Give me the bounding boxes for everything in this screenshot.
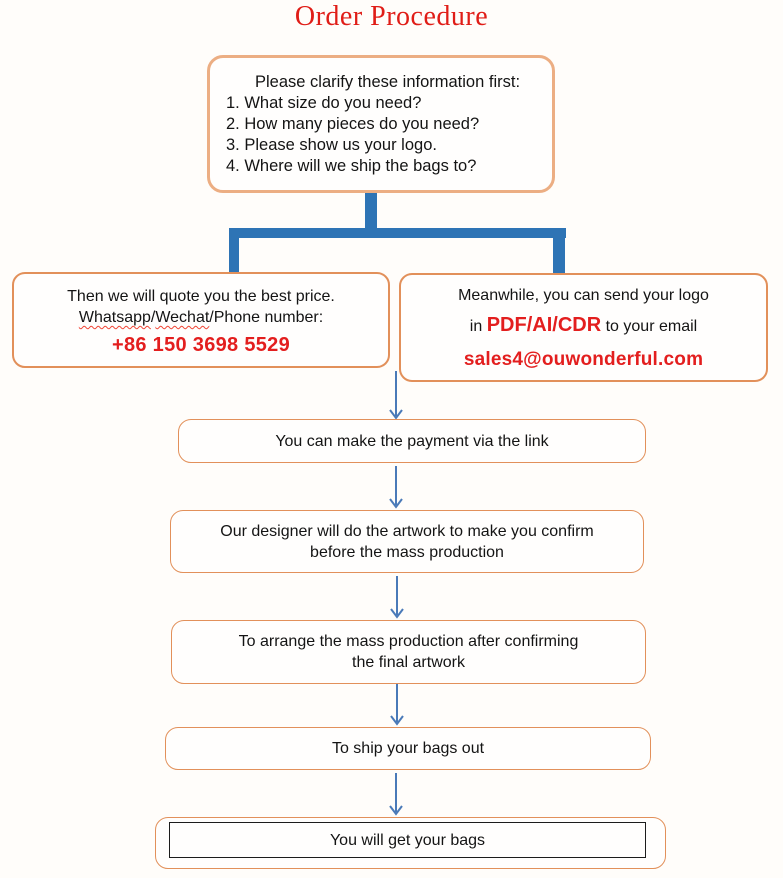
designer-line1: Our designer will do the artwork to make you confirm (220, 522, 594, 540)
whatsapp-word: Whatsapp (78, 309, 151, 326)
wechat-word: Wechat (155, 309, 210, 326)
send-logo-box (399, 273, 768, 382)
arrow-down-3 (389, 576, 405, 618)
logo-line2-prefix: in (469, 318, 487, 335)
production-line1: To arrange the mass production after confirming (238, 633, 579, 650)
final-box-inner-frame (169, 822, 646, 858)
logo-line1: Meanwhile, you can send your logo (458, 287, 709, 304)
quote-line1: Then we will quote you the best price. (67, 288, 335, 305)
mass-production-box (171, 620, 646, 684)
arrow-down-2 (388, 466, 404, 508)
email-address: sales4@ouwonderful.com (463, 349, 704, 370)
connector-stem-left (229, 228, 239, 273)
connector-horizontal-bar (229, 228, 566, 238)
page-title: Order Procedure (294, 1, 489, 32)
file-formats: PDF/AI/CDR (486, 314, 602, 336)
arrow-down-1 (388, 371, 404, 419)
quote-contact-line (79, 307, 323, 328)
clarify-item-4: 4. Where will we ship the bags to? (226, 157, 477, 175)
ship-box (165, 727, 651, 770)
phone-label: /Phone number: (209, 309, 324, 326)
production-line2: the final artwork (352, 654, 465, 671)
clarify-item-3: 3. Please show us your logo. (226, 136, 437, 154)
ship-line1: To ship your bags out (331, 740, 485, 757)
clarify-info-box (207, 55, 555, 193)
clarify-heading: Please clarify these information first: (255, 73, 521, 91)
clarify-item-2: 2. How many pieces do you need? (226, 115, 480, 133)
slash-separator: / (150, 309, 156, 326)
payment-box (178, 419, 646, 463)
connector-stem-right (553, 228, 565, 274)
final-line1: You will get your bags (329, 831, 486, 849)
designer-line2: before the mass production (310, 543, 504, 561)
clarify-item-1: 1. What size do you need? (226, 94, 422, 112)
arrow-down-4 (389, 684, 405, 725)
payment-line1: You can make the payment via the link (275, 432, 549, 450)
logo-line2 (470, 315, 697, 337)
designer-artwork-box (170, 510, 644, 573)
phone-number: +86 150 3698 5529 (111, 334, 291, 356)
final-box (155, 817, 666, 869)
quote-price-box (12, 272, 390, 368)
logo-line2-suffix: to your email (601, 318, 698, 335)
arrow-down-5 (388, 773, 404, 815)
